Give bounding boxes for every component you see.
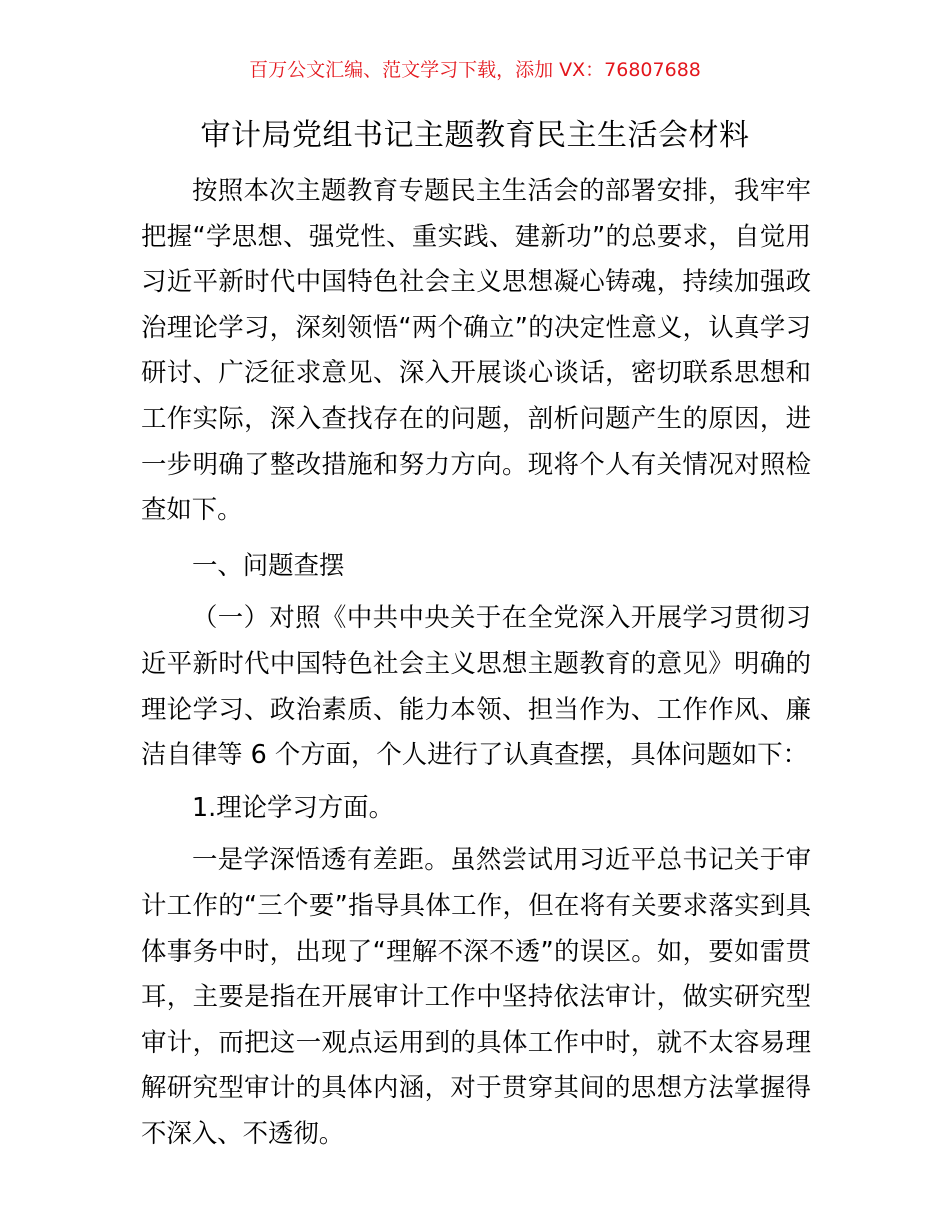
document-title: 审计局党组书记主题教育民主生活会材料: [200, 118, 750, 153]
subsection-paragraph: （一）对照《中共中央关于在全党深入开展学习贯彻习近平新时代中国特色社会主义思想主题教育的意见》明确的理论学习、政治素质、能力本领、担当作为、工作作风、廉洁自律等 6 个方面，个人进行了认真查摆，具体问题如下：: [141, 602, 811, 770]
item-paragraph: 一是学深悟透有差距。虽然尝试用习近平总书记关于审计工作的“三个要”指导具体工作，但在将有关要求落实到具体事务中时，出现了“理解不深不透”的误区。如，要如雷贯耳，主要是指在开展审计工作中坚持依法审计，做实研究型审计，而把这一观点运用到的具体工作中时，就不太容易理解研究型审计的具体内涵，对于贯穿其间的思想方法掌握得不深入、不透彻。: [141, 844, 811, 1148]
item-heading: 1.理论学习方面。: [192, 791, 394, 822]
document-body: [141, 168, 811, 1156]
section-heading: 一、问题查摆: [192, 549, 345, 580]
intro-paragraph: 按照本次主题教育专题民主生活会的部署安排，我牢牢把握“学思想、强党性、重实践、建新功”的总要求，自觉用习近平新时代中国特色社会主义思想凝心铸魂，持续加强政治理论学习，深刻领悟“两个确立”的决定性意义，认真学习研讨、广泛征求意见、深入开展谈心谈话，密切联系思想和工作实际，深入查找存在的问题，剖析问题产生的原因，进一步明确了整改措施和努力方向。现将个人有关情况对照检查如下。: [141, 175, 811, 525]
watermark-header: 百万公文汇编、范文学习下载，添加 VX：76807688: [249, 59, 701, 81]
